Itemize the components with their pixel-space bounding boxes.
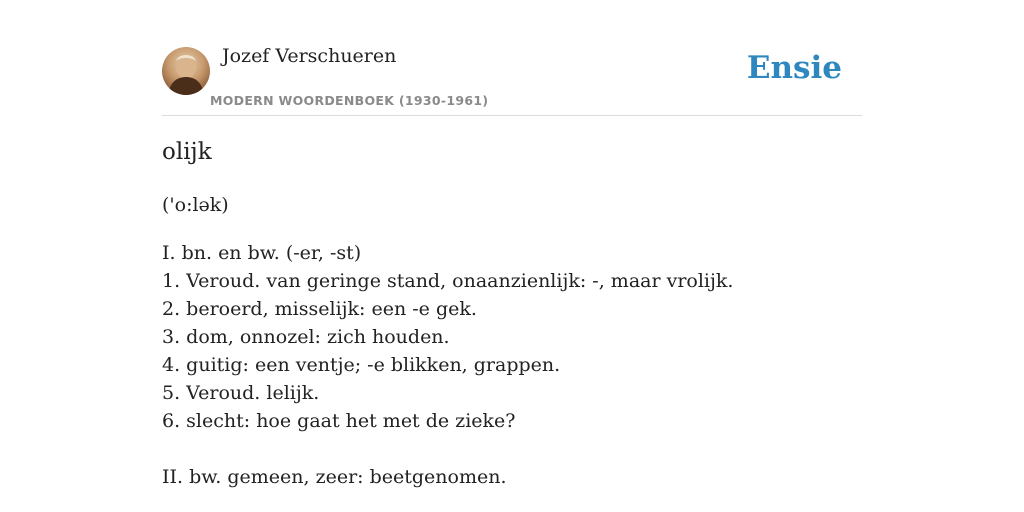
definition-item: 1. Veroud. van geringe stand, onaanzienlijk: -, maar vrolijk. <box>162 270 734 292</box>
definition-item: 2. beroerd, misselijk: een -e gek. <box>162 298 477 320</box>
author-avatar[interactable] <box>162 47 210 95</box>
dictionary-entry-page <box>162 0 862 512</box>
author-name[interactable]: Jozef Verschueren <box>222 45 397 67</box>
definition-item: 4. guitig: een ventje; -e blikken, grappen. <box>162 354 561 376</box>
entry-pronunciation: ('o:lək) <box>162 194 229 216</box>
definition-item: 6. slecht: hoe gaat het met de zieke? <box>162 410 516 432</box>
source-label[interactable]: MODERN WOORDENBOEK (1930-1961) <box>210 93 489 108</box>
section-heading: I. bn. en bw. (-er, -st) <box>162 242 362 264</box>
definition-item: 3. dom, onnozel: zich houden. <box>162 326 450 348</box>
definitions-list <box>162 239 733 435</box>
entry-headword: olijk <box>162 139 212 165</box>
portrait-icon <box>162 47 210 95</box>
site-logo[interactable]: Ensie <box>746 50 842 86</box>
section-two: II. bw. gemeen, zeer: beetgenomen. <box>162 466 507 488</box>
definition-item: 5. Veroud. lelijk. <box>162 382 320 404</box>
header-divider <box>162 115 862 116</box>
